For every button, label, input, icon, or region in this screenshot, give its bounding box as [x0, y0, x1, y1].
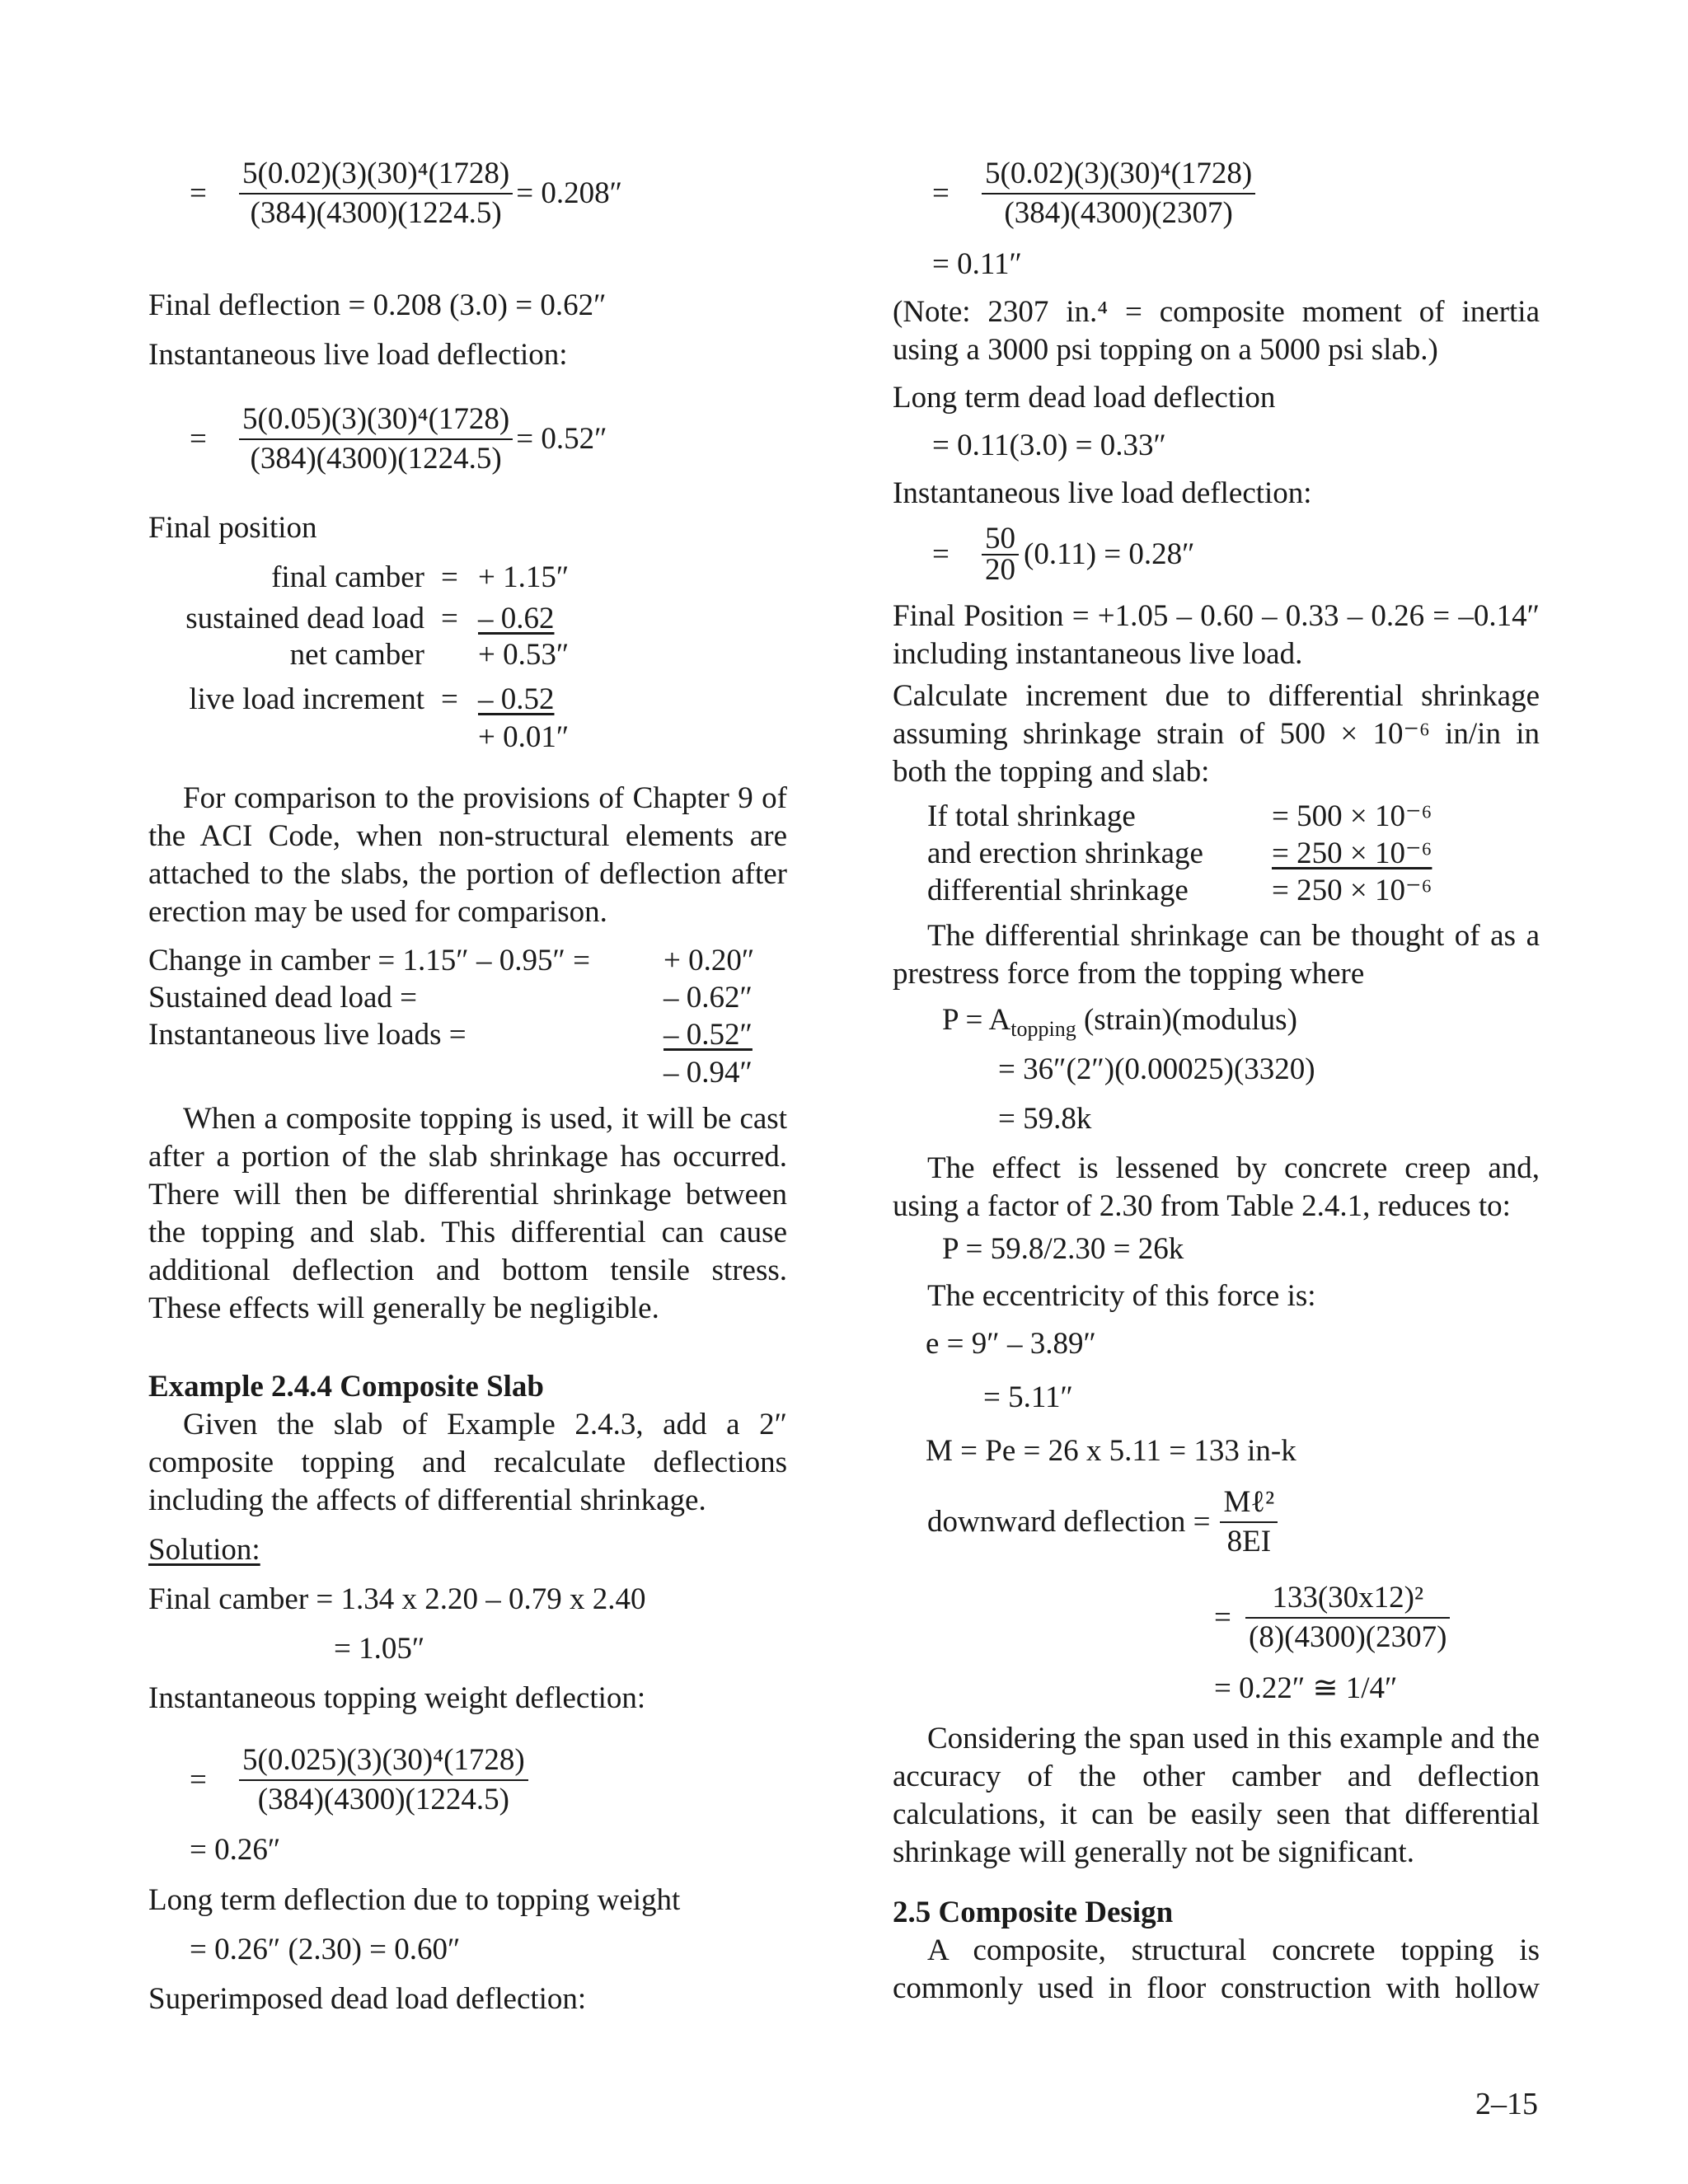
paragraph-comparison: For comparison to the provisions of Chapter 9 of the ACI Code, when non-structural elements are attached to the slabs, the portion of deflection after erection may be used for comparison. [148, 781, 787, 929]
shrink-label: differential shrinkage [927, 874, 1189, 907]
fp-label: final camber [271, 560, 424, 594]
denominator: (384)(4300)(1224.5) [239, 438, 513, 478]
equals-sign: = [190, 176, 207, 210]
p-equation-2: = 36″(2″)(0.00025)(3320) [998, 1052, 1315, 1086]
superimposed-label: Superimposed dead load deflection: [148, 1982, 587, 2016]
cmp-label: Instantaneous live loads = [148, 1018, 467, 1052]
fraction [982, 155, 1255, 232]
denominator: (384)(4300)(1224.5) [239, 1779, 528, 1819]
example-title: Example 2.4.4 Composite Slab [148, 1370, 545, 1404]
final-position-paragraph: Final Position = +1.05 – 0.60 – 0.33 – 0.26 = –0.14″ including instantaneous live load. [893, 599, 1540, 671]
fp-value: + 1.15″ [478, 560, 570, 594]
downward-label: downward deflection = [927, 1505, 1211, 1539]
equals-sign: = [190, 1763, 207, 1797]
equation-result: = 0.208″ [516, 176, 623, 210]
inst-live-label: Instantaneous live load deflection: [893, 476, 1312, 510]
fraction [239, 1741, 528, 1819]
denominator: (384)(4300)(2307) [982, 193, 1255, 232]
m-equation: M = Pe = 26 x 5.11 = 133 in-k [926, 1434, 1296, 1468]
long-term-value: = 0.26″ (2.30) = 0.60″ [190, 1933, 461, 1966]
numerator: 5(0.025)(3)(30)⁴(1728) [242, 1743, 525, 1777]
long-term-dead-label: Long term dead load deflection [893, 381, 1276, 415]
superimposed-result: = 0.11″ [932, 247, 1022, 281]
equals-sign: = [932, 537, 950, 571]
e-equation-2: = 5.11″ [983, 1380, 1073, 1414]
numerator: 5(0.02)(3)(30)⁴(1728) [242, 157, 510, 190]
final-camber-line: Final camber = 1.34 x 2.20 – 0.79 x 2.40 [148, 1582, 646, 1616]
equation-result: = 0.52″ [516, 422, 607, 456]
cmp-label: Change in camber = 1.15″ – 0.95″ = [148, 944, 590, 977]
equation-topping [190, 1741, 528, 1819]
shrink-value: = 250 × 10⁻⁶ [1272, 874, 1432, 907]
fp-value: – 0.62 [478, 602, 555, 635]
example-text: Given the slab of Example 2.4.3, add a 2″ composite topping and recalculate deflections including the affects of differential shrinkage. [148, 1408, 787, 1517]
final-position-label: Final position [148, 511, 317, 545]
long-term-label: Long term deflection due to topping weight [148, 1883, 681, 1917]
fraction [1245, 1579, 1450, 1657]
equation-downward [1214, 1579, 1450, 1657]
long-term-dead-value: = 0.11(3.0) = 0.33″ [932, 429, 1166, 462]
cmp-value: – 0.62″ [663, 981, 753, 1015]
equation-superimposed [932, 155, 1255, 232]
fp-value: – 0.52 [478, 682, 555, 716]
numerator: 133(30x12)² [1272, 1581, 1424, 1615]
section-text: A composite, structural concrete topping is commonly used in floor construction with hollow [893, 1933, 1540, 2005]
fp-label: sustained dead load [185, 602, 424, 635]
note-paragraph: (Note: 2307 in.⁴ = composite moment of inertia using a 3000 psi topping on a 5000 psi slab.) [893, 295, 1540, 367]
p-equation-head: P = A [942, 1003, 1011, 1037]
inst-live-label: Instantaneous live load deflection: [148, 338, 568, 372]
equation-live-ratio [932, 524, 1195, 585]
denominator: 8EI [1220, 1521, 1278, 1561]
fp-label: net camber [289, 638, 424, 672]
fp-eq: = [441, 560, 458, 594]
section-title: 2.5 Composite Design [893, 1896, 1174, 1929]
fraction [239, 155, 513, 232]
topping-result: = 0.26″ [190, 1833, 281, 1867]
cmp-value: + 0.20″ [663, 944, 755, 977]
equation-live-load [190, 401, 607, 478]
denominator: (8)(4300)(2307) [1245, 1617, 1450, 1657]
eccentricity-label: The eccentricity of this force is: [927, 1279, 1316, 1313]
shrink-value: = 500 × 10⁻⁶ [1272, 799, 1432, 833]
denominator: 20 [982, 554, 1019, 585]
fp-value: + 0.53″ [478, 638, 570, 672]
shrink-label: and erection shrinkage [927, 837, 1203, 870]
cmp-value: – 0.52″ [663, 1018, 753, 1052]
calc-increment-paragraph: Calculate increment due to differential shrinkage assuming shrinkage strain of 500 × 10⁻⁶ in/in in both the topping and slab: [893, 679, 1540, 789]
final-camber-result: = 1.05″ [334, 1632, 425, 1666]
equals-sign: = [932, 176, 950, 210]
topping-subscript: topping [1010, 1017, 1076, 1041]
numerator: 5(0.05)(3)(30)⁴(1728) [242, 402, 510, 436]
fraction [239, 401, 513, 478]
paragraph-composite: When a composite topping is used, it will be cast after a portion of the slab shrinkage has occurred. There will then be differential shrinkage between the topping and slab. This differential can cause additional deflection and bottom tensile stress. These effects will generally be negligible. [148, 1102, 787, 1325]
fraction [1220, 1483, 1278, 1561]
downward-deflection-eq [927, 1483, 1278, 1561]
downward-result: = 0.22″ ≅ 1/4″ [1214, 1671, 1398, 1705]
cmp-value: – 0.94″ [663, 1056, 753, 1090]
page-number: 2–15 [1475, 2087, 1538, 2121]
considering-paragraph: Considering the span used in this example and the accuracy of the other camber and deflection calculations, it can be easily seen that differential shrinkage will generally not be significant. [893, 1722, 1540, 1869]
denominator: (384)(4300)(1224.5) [239, 193, 513, 232]
equation-camber-dead [190, 155, 622, 232]
creep-paragraph: The effect is lessened by concrete creep and, using a factor of 2.30 from Table 2.4.1, reduces to: [893, 1151, 1540, 1223]
numerator: Mℓ² [1223, 1485, 1275, 1519]
p-equation-tail: (strain)(modulus) [1076, 1003, 1297, 1037]
solution-label: Solution: [148, 1533, 260, 1567]
p-reduced: P = 59.8/2.30 = 26k [942, 1232, 1184, 1266]
final-deflection-line: Final deflection = 0.208 (3.0) = 0.62″ [148, 288, 607, 322]
shrink-value: = 250 × 10⁻⁶ [1272, 837, 1432, 870]
p-equation-3: = 59.8k [998, 1102, 1092, 1136]
equals-sign: = [190, 422, 207, 456]
numerator: 5(0.02)(3)(30)⁴(1728) [985, 157, 1253, 190]
shrink-label: If total shrinkage [927, 799, 1136, 833]
equals-sign: = [1214, 1601, 1231, 1634]
topping-label: Instantaneous topping weight deflection: [148, 1681, 646, 1715]
cmp-label: Sustained dead load = [148, 981, 418, 1015]
numerator: 50 [985, 522, 1015, 555]
fp-value: + 0.01″ [478, 720, 570, 754]
fp-eq: = [441, 682, 458, 716]
fp-label: live load increment [189, 682, 424, 716]
fp-eq: = [441, 602, 458, 635]
equation-result: (0.11) = 0.28″ [1024, 537, 1195, 571]
prestress-paragraph: The differential shrinkage can be thought of as a prestress force from the topping where [893, 919, 1540, 991]
e-equation-1: e = 9″ – 3.89″ [926, 1327, 1096, 1361]
fraction [982, 524, 1019, 585]
p-equation-1 [942, 1001, 1297, 1039]
